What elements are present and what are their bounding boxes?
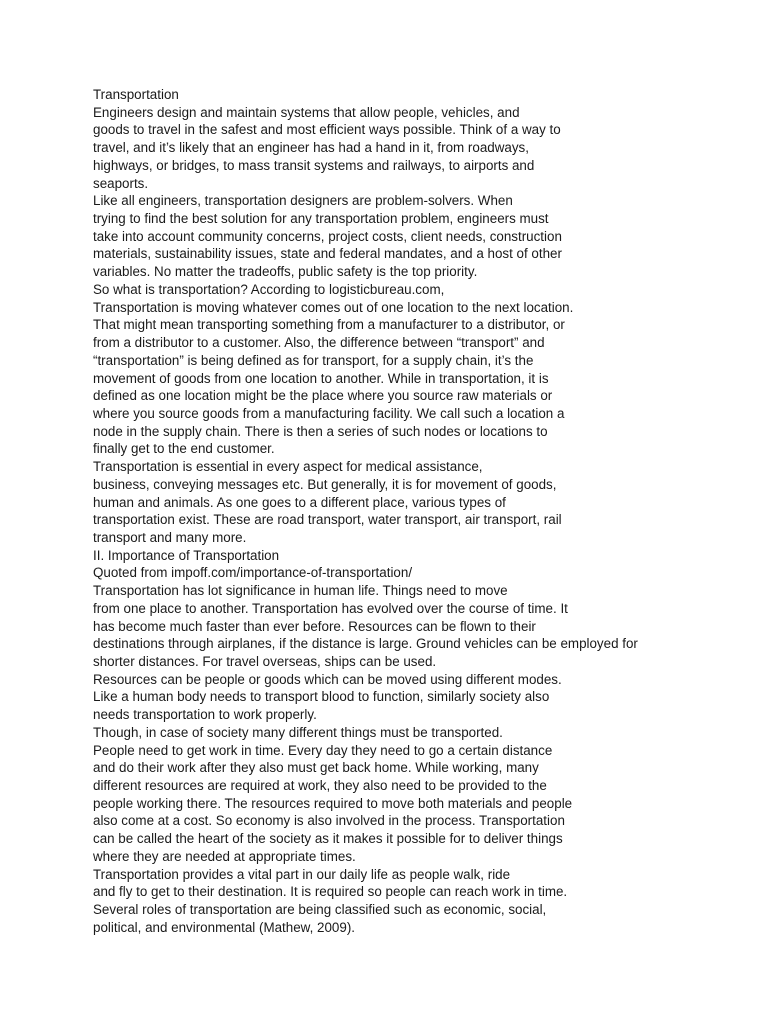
text-line: political, and environmental (Mathew, 2009).	[93, 919, 356, 935]
text-line: People need to get work in time. Every day they need to go a certain distance	[93, 742, 553, 758]
text-line: Several roles of transportation are being classified such as economic, social,	[93, 902, 547, 918]
text-line: defined as one location might be the place where you source raw materials or	[93, 388, 553, 404]
text-line: movement of goods from one location to another. While in transportation, it is	[93, 370, 549, 386]
text-line: node in the supply chain. There is then a series of such nodes or locations to	[93, 423, 548, 439]
text-line: transport and many more.	[93, 529, 247, 545]
text-line: goods to travel in the safest and most efficient ways possible. Think of a way to	[93, 122, 561, 138]
text-line: Quoted from impoff.com/importance-of-transportation/	[93, 565, 413, 581]
text-line: seaports.	[93, 175, 149, 191]
text-line: shorter distances. For travel overseas, ships can be used.	[93, 654, 437, 669]
text-line: different resources are required at work, they also need to be provided to the	[93, 778, 547, 794]
text-line: where you source goods from a manufacturing facility. We call such a location a	[93, 405, 565, 421]
text-line: Though, in case of society many different things must be transported.	[93, 724, 503, 740]
text-line: from one place to another. Transportation has evolved over the course of time. It	[93, 600, 568, 616]
text-line: Resources can be people or goods which can be moved using different modes.	[93, 671, 562, 687]
text-line: take into account community concerns, project costs, client needs, construction	[93, 228, 562, 244]
text-line: transportation exist. These are road transport, water transport, air transport, rail	[93, 512, 562, 528]
text-line: has become much faster than ever before. Resources can be flown to their	[93, 618, 536, 634]
text-line: finally get to the end customer.	[93, 441, 275, 457]
text-line: That might mean transporting something from a manufacturer to a distributor, or	[93, 317, 565, 333]
text-line: and do their work after they also must get back home. While working, many	[93, 760, 539, 776]
text-line: travel, and it’s likely that an engineer has had a hand in it, from roadways,	[93, 140, 529, 156]
text-line: materials, sustainability issues, state and federal mandates, and a host of other	[93, 246, 562, 262]
text-line: Transportation provides a vital part in our daily life as people walk, ride	[93, 866, 511, 882]
text-line: and fly to get to their destination. It is required so people can reach work in time.	[93, 884, 568, 900]
text-line: also come at a cost. So economy is also involved in the process. Transportation	[93, 813, 565, 829]
text-line: needs transportation to work properly.	[93, 707, 317, 723]
text-line: destinations through airplanes, if the distance is large. Ground vehicles can be employed for	[93, 636, 638, 652]
document-page	[93, 86, 753, 937]
text-line: “transportation” is being defined as for transport, for a supply chain, it’s the	[93, 352, 534, 368]
text-line: So what is transportation? According to logisticbureau.com,	[93, 281, 445, 297]
text-line: Like a human body needs to transport blood to function, similarly society also	[93, 689, 550, 705]
text-line: people working there. The resources required to move both materials and people	[93, 795, 573, 811]
text-line: business, conveying messages etc. But generally, it is for movement of goods,	[93, 476, 557, 492]
text-line: Engineers design and maintain systems that allow people, vehicles, and	[93, 104, 520, 120]
text-line: highways, or bridges, to mass transit systems and railways, to airports and	[93, 157, 535, 173]
text-line: from a distributor to a customer. Also, the difference between “transport” and	[93, 335, 545, 351]
text-line: variables. No matter the tradeoffs, public safety is the top priority.	[93, 264, 478, 280]
text-line: where they are needed at appropriate times.	[93, 848, 356, 864]
text-line: can be called the heart of the society as it makes it possible for to deliver things	[93, 831, 563, 847]
text-line: Transportation is moving whatever comes out of one location to the next location.	[93, 299, 574, 315]
text-line: Transportation is essential in every aspect for medical assistance,	[93, 459, 483, 475]
text-line: trying to find the best solution for any transportation problem, engineers must	[93, 211, 549, 227]
text-line: human and animals. As one goes to a different place, various types of	[93, 494, 506, 510]
text-line: Like all engineers, transportation designers are problem-solvers. When	[93, 193, 513, 209]
document-title: Transportation	[93, 87, 179, 102]
text-line: Transportation has lot significance in human life. Things need to move	[93, 583, 508, 599]
section-heading: II. Importance of Transportation	[93, 547, 280, 563]
